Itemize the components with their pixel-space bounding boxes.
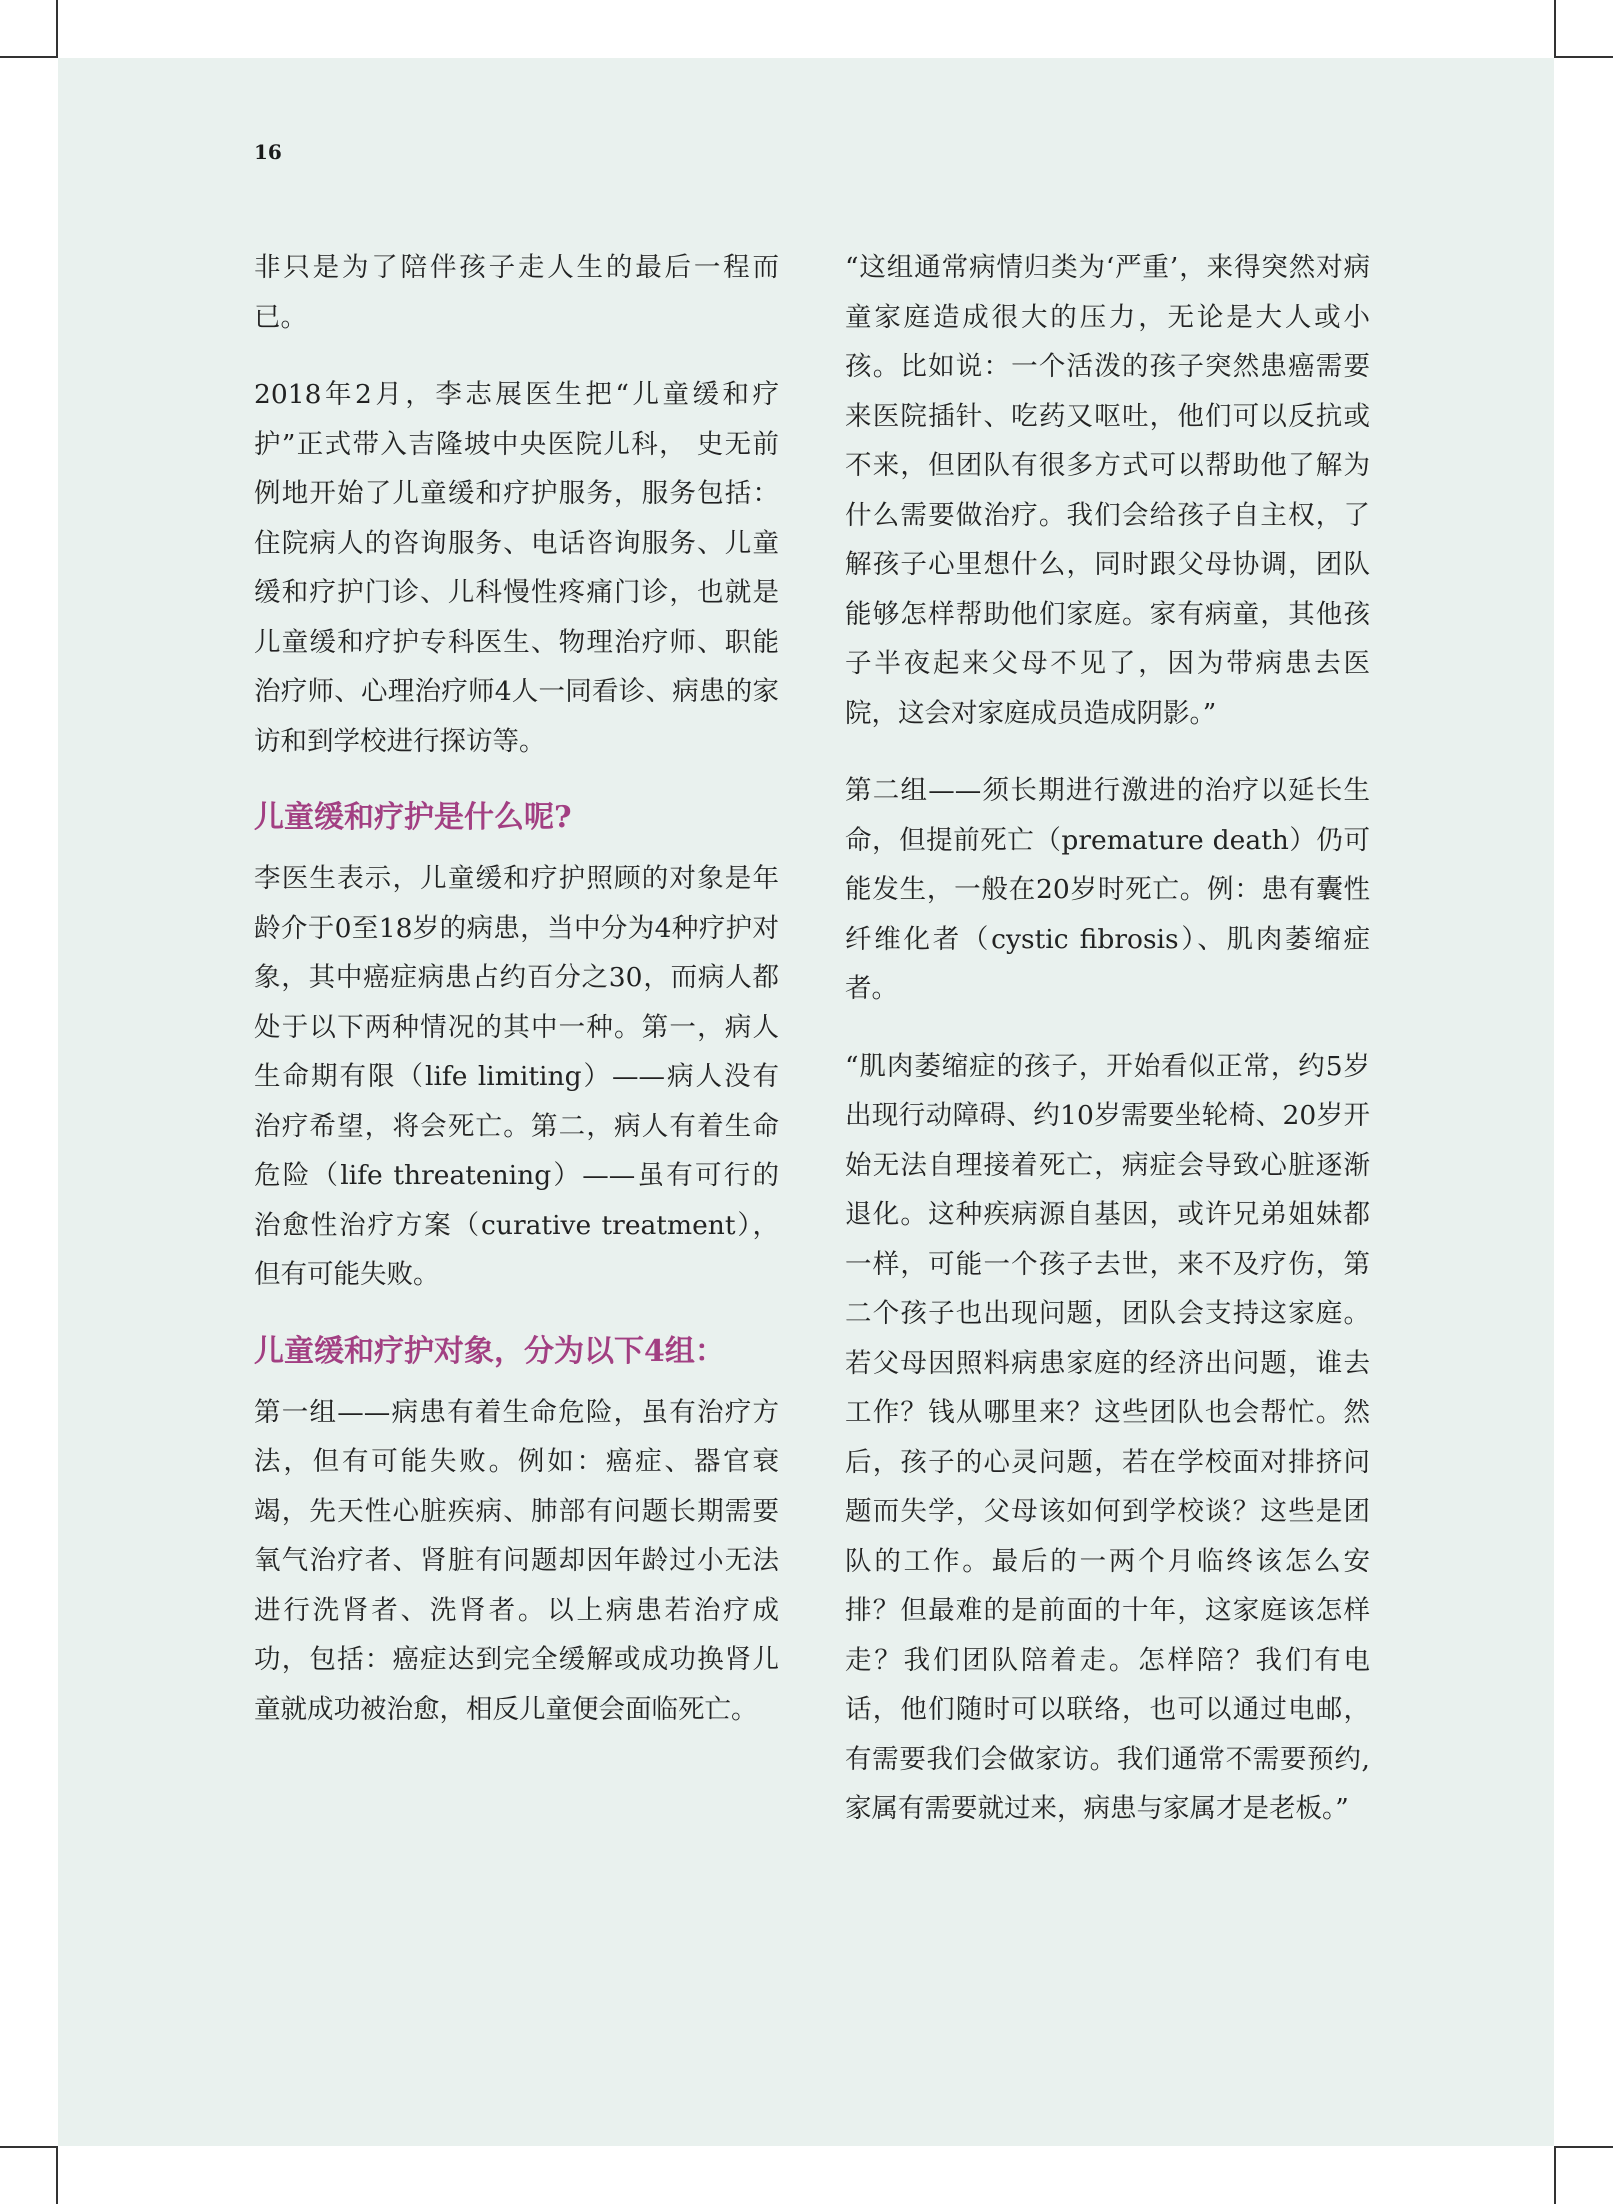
left-paragraph-3: 李医生表示，儿童缓和疗护照顾的对象是年龄介于0至18岁的病患，当中分为4种疗护对象，其中癌症病患占约百分之30，而病人都处于以下两种情况的其中一种。第一，病人生命期有限（life limiting）——病人没有治疗希望，将会死亡。第二，病人有着生命危险（life threatening）——虽有可行的治愈性治疗方案（curative treatment），但有可能失败。 [254, 863, 779, 1290]
section-heading-four-groups: 儿童缓和疗护对象，分为以下4组： [254, 1333, 725, 1369]
section-heading-what-is: 儿童缓和疗护是什么呢? [254, 800, 572, 835]
crop-mark-top-right [1554, 0, 1556, 58]
crop-mark-right-top [1555, 56, 1613, 58]
crop-mark-bottom-right [1554, 2146, 1556, 2204]
crop-mark-right-bottom [1555, 2146, 1613, 2148]
left-paragraph-2: 2018年2月，李志展医生把“儿童缓和疗护”正式带入吉隆坡中央医院儿科， 史无前例地开始了儿童缓和疗护服务，服务包括：住院病人的咨询服务、电话咨询服务、儿童缓和疗护门诊、儿科慢性疼痛门诊，也就是儿童缓和疗护专科医生、物理治疗师、职能治疗师、心理治疗师4人一同看诊、病患的家访和到学校进行探访等。 [254, 379, 779, 757]
right-column [845, 243, 1370, 1862]
right-paragraph-2: 第二组——须长期进行激进的治疗以延长生命，但提前死亡（premature death）仍可能发生，一般在20岁时死亡。例：患有囊性纤维化者（cystic fibrosis）、肌肉萎缩症者。 [845, 775, 1370, 1004]
right-paragraph-1: “这组通常病情归类为‘严重’，来得突然对病童家庭造成很大的压力，无论是大人或小孩。比如说：一个活泼的孩子突然患癌需要来医院插针、吃药又呕吐，他们可以反抗或不来，但团队有很多方式可以帮助他了解为什么需要做治疗。我们会给孩子自主权，了解孩子心里想什么，同时跟父母协调，团队能够怎样帮助他们家庭。家有病童，其他孩子半夜起来父母不见了，因为带病患去医院，这会对家庭成员造成阴影。” [845, 252, 1370, 729]
page-number: 16 [254, 140, 282, 164]
left-paragraph-4: 第一组——病患有着生命危险，虽有治疗方法，但有可能失败。例如：癌症、器官衰竭，先天性心脏疾病、肺部有问题长期需要氧气治疗者、肾脏有问题却因年龄过小无法进行洗肾者、洗肾者。以上病患若治疗成功，包括：癌症达到完全缓解或成功换肾儿童就成功被治愈，相反儿童便会面临死亡。 [254, 1396, 779, 1725]
crop-mark-left-top [0, 56, 58, 58]
crop-mark-left-bottom [0, 2146, 58, 2148]
left-column [254, 243, 779, 1762]
left-paragraph-1: 非只是为了陪伴孩子走人生的最后一程而已。 [254, 252, 779, 333]
crop-mark-top-left [56, 0, 58, 58]
right-paragraph-3: “肌肉萎缩症的孩子，开始看似正常，约5岁出现行动障碍、约10岁需要坐轮椅、20岁开始无法自理接着死亡，病症会导致心脏逐渐退化。这种疾病源自基因，或许兄弟姐妹都一样，可能一个孩子去世，来不及疗伤，第二个孩子也出现问题，团队会支持这家庭。若父母因照料病患家庭的经济出问题，谁去工作？钱从哪里来？这些团队也会帮忙。然后，孩子的心灵问题，若在学校面对排挤问题而失学，父母该如何到学校谈？这些是团队的工作。最后的一两个月临终该怎么安排？但最难的是前面的十年，这家庭该怎样走？我们团队陪着走。怎样陪？我们有电话，他们随时可以联络，也可以通过电邮，有需要我们会做家访。我们通常不需要预约,家属有需要就过来，病患与家属才是老板。” [845, 1050, 1370, 1824]
crop-mark-bottom-left [56, 2146, 58, 2204]
